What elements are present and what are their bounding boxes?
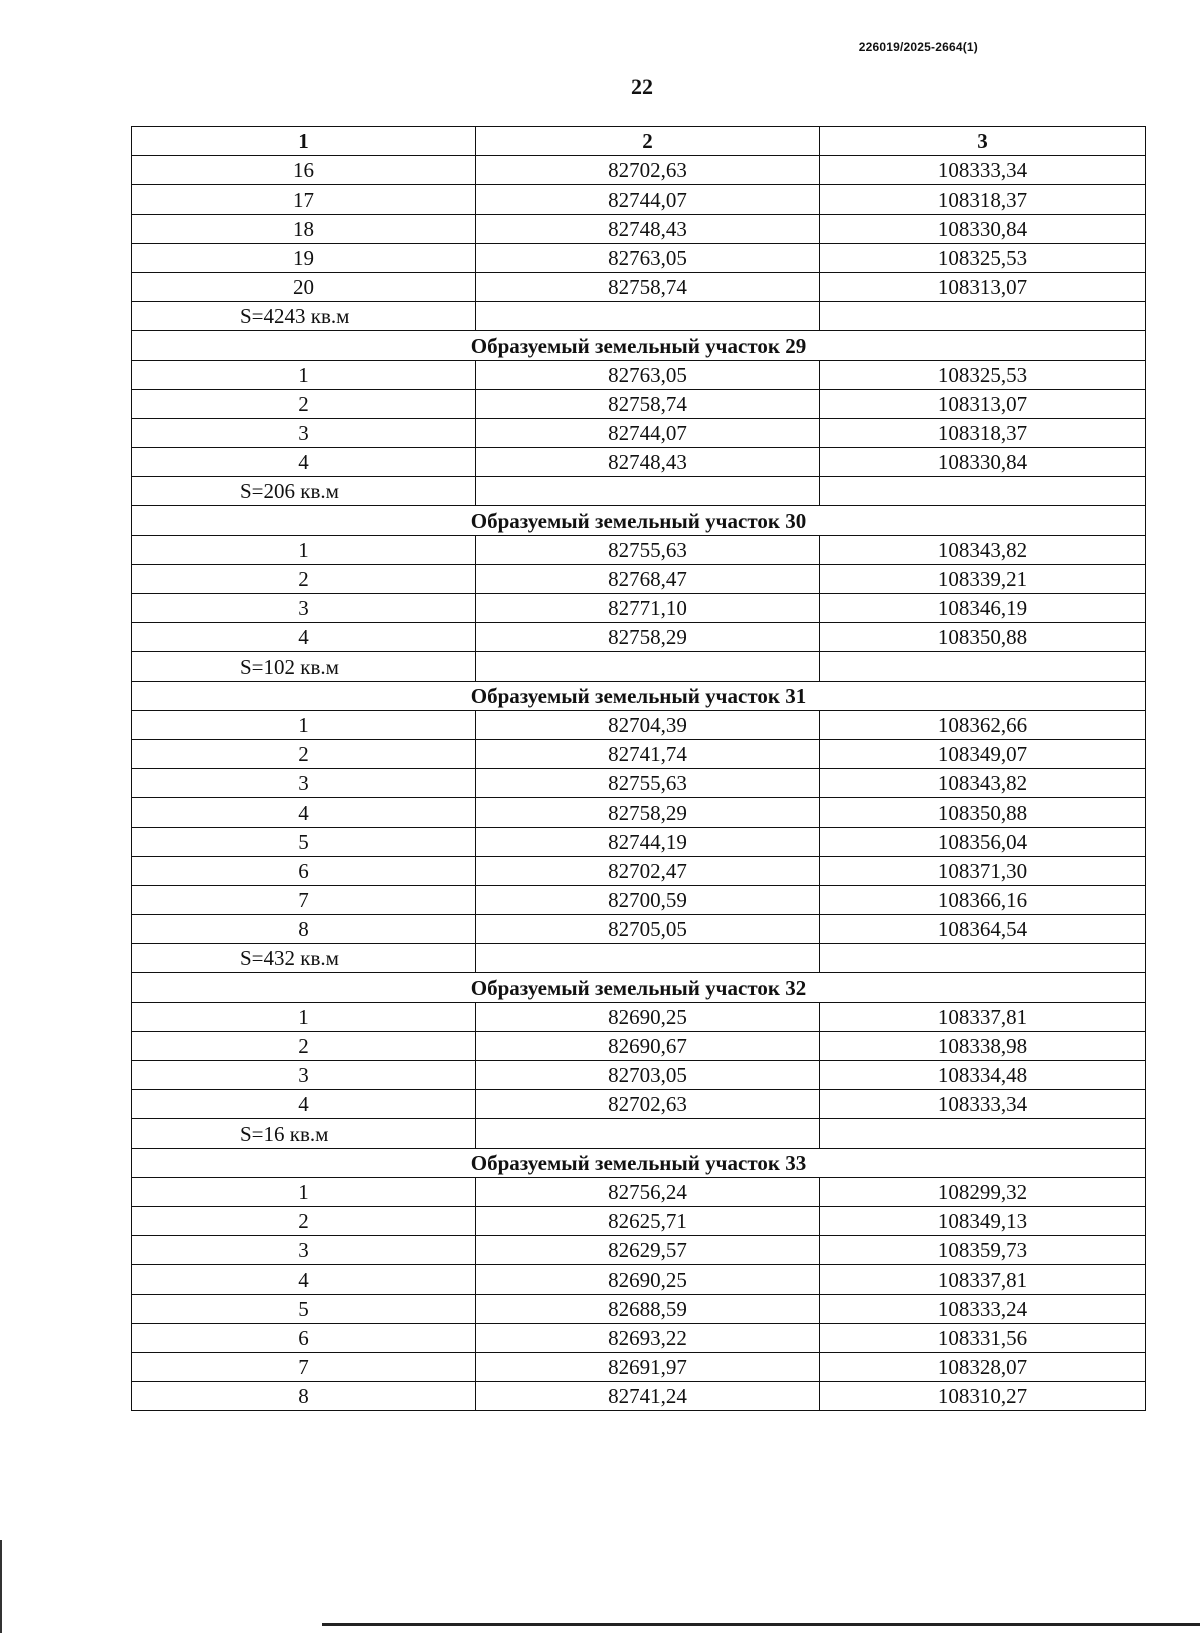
point-number: 8 [132,1382,476,1411]
point-number: 1 [132,360,476,389]
x-coordinate: 82629,57 [476,1236,820,1265]
table-row [132,623,1146,652]
y-coordinate: 108366,16 [820,885,1146,914]
table-row [132,856,1146,885]
point-number: 1 [132,535,476,564]
y-coordinate: 108339,21 [820,564,1146,593]
point-number: 4 [132,798,476,827]
y-coordinate: 108338,98 [820,1031,1146,1060]
table-row [132,214,1146,243]
section-title: Образуемый земельный участок 30 [132,506,1146,535]
y-coordinate: 108330,84 [820,214,1146,243]
x-coordinate: 82690,25 [476,1002,820,1031]
section-title-row [132,681,1146,710]
area-row [132,1119,1146,1148]
section-title: Образуемый земельный участок 29 [132,331,1146,360]
point-number: 18 [132,214,476,243]
y-coordinate: 108346,19 [820,594,1146,623]
table-row [132,1002,1146,1031]
table-row [132,594,1146,623]
y-coordinate: 108371,30 [820,856,1146,885]
area-value: S=102 кв.м [132,652,476,681]
section-title-row [132,973,1146,1002]
x-coordinate: 82744,19 [476,827,820,856]
table-row [132,915,1146,944]
table-row [132,1177,1146,1206]
point-number: 16 [132,156,476,185]
point-number: 3 [132,769,476,798]
area-value: S=206 кв.м [132,477,476,506]
empty-cell [476,1119,820,1148]
x-coordinate: 82748,43 [476,448,820,477]
empty-cell [476,944,820,973]
x-coordinate: 82763,05 [476,360,820,389]
table-row [132,156,1146,185]
point-number: 6 [132,1323,476,1352]
area-row [132,302,1146,331]
y-coordinate: 108313,07 [820,389,1146,418]
column-header-2: 2 [476,127,820,156]
point-number: 8 [132,915,476,944]
point-number: 1 [132,1002,476,1031]
table-row [132,710,1146,739]
y-coordinate: 108310,27 [820,1382,1146,1411]
bottom-scan-rule [322,1623,1200,1626]
point-number: 20 [132,272,476,301]
area-row [132,477,1146,506]
point-number: 19 [132,243,476,272]
y-coordinate: 108343,82 [820,535,1146,564]
point-number: 3 [132,594,476,623]
table-row [132,418,1146,447]
x-coordinate: 82625,71 [476,1206,820,1235]
y-coordinate: 108325,53 [820,243,1146,272]
y-coordinate: 108325,53 [820,360,1146,389]
y-coordinate: 108330,84 [820,448,1146,477]
area-row [132,652,1146,681]
coordinates-table-body [132,127,1146,1411]
x-coordinate: 82744,07 [476,418,820,447]
table-row [132,535,1146,564]
table-row [132,1352,1146,1381]
area-row [132,944,1146,973]
point-number: 2 [132,1031,476,1060]
empty-cell [820,944,1146,973]
x-coordinate: 82755,63 [476,769,820,798]
empty-cell [476,302,820,331]
left-scan-edge [0,1540,2,1633]
table-row [132,769,1146,798]
section-title: Образуемый земельный участок 31 [132,681,1146,710]
y-coordinate: 108364,54 [820,915,1146,944]
empty-cell [820,652,1146,681]
table-row [132,360,1146,389]
point-number: 3 [132,1236,476,1265]
point-number: 4 [132,623,476,652]
empty-cell [476,652,820,681]
y-coordinate: 108337,81 [820,1002,1146,1031]
page-number: 22 [631,74,653,99]
y-coordinate: 108349,13 [820,1206,1146,1235]
x-coordinate: 82741,24 [476,1382,820,1411]
point-number: 2 [132,564,476,593]
x-coordinate: 82702,63 [476,1090,820,1119]
x-coordinate: 82771,10 [476,594,820,623]
section-title-row [132,331,1146,360]
point-number: 1 [132,710,476,739]
point-number: 2 [132,389,476,418]
x-coordinate: 82744,07 [476,185,820,214]
table-row [132,1294,1146,1323]
y-coordinate: 108350,88 [820,623,1146,652]
y-coordinate: 108337,81 [820,1265,1146,1294]
table-row [132,1323,1146,1352]
section-title-row [132,506,1146,535]
point-number: 6 [132,856,476,885]
table-row [132,1265,1146,1294]
section-title-row [132,1148,1146,1177]
y-coordinate: 108350,88 [820,798,1146,827]
point-number: 3 [132,418,476,447]
table-row [132,827,1146,856]
table-row [132,798,1146,827]
table-row [132,564,1146,593]
empty-cell [820,302,1146,331]
coordinates-table [131,126,1146,1411]
table-row [132,1382,1146,1411]
x-coordinate: 82755,63 [476,535,820,564]
table-row [132,1061,1146,1090]
y-coordinate: 108343,82 [820,769,1146,798]
x-coordinate: 82703,05 [476,1061,820,1090]
area-value: S=432 кв.м [132,944,476,973]
x-coordinate: 82688,59 [476,1294,820,1323]
x-coordinate: 82705,05 [476,915,820,944]
point-number: 7 [132,885,476,914]
section-title: Образуемый земельный участок 33 [132,1148,1146,1177]
point-number: 5 [132,827,476,856]
point-number: 5 [132,1294,476,1323]
x-coordinate: 82758,29 [476,798,820,827]
x-coordinate: 82702,47 [476,856,820,885]
y-coordinate: 108328,07 [820,1352,1146,1381]
y-coordinate: 108356,04 [820,827,1146,856]
x-coordinate: 82690,25 [476,1265,820,1294]
y-coordinate: 108349,07 [820,739,1146,768]
y-coordinate: 108333,24 [820,1294,1146,1323]
empty-cell [820,1119,1146,1148]
point-number: 2 [132,1206,476,1235]
table-header-row [132,127,1146,156]
y-coordinate: 108318,37 [820,185,1146,214]
y-coordinate: 108334,48 [820,1061,1146,1090]
x-coordinate: 82756,24 [476,1177,820,1206]
y-coordinate: 108313,07 [820,272,1146,301]
section-title: Образуемый земельный участок 32 [132,973,1146,1002]
point-number: 4 [132,1265,476,1294]
empty-cell [820,477,1146,506]
empty-cell [476,477,820,506]
x-coordinate: 82691,97 [476,1352,820,1381]
x-coordinate: 82748,43 [476,214,820,243]
x-coordinate: 82741,74 [476,739,820,768]
table-row [132,1206,1146,1235]
table-row [132,1236,1146,1265]
y-coordinate: 108333,34 [820,1090,1146,1119]
point-number: 4 [132,1090,476,1119]
document-id: 226019/2025-2664(1) [858,40,978,54]
x-coordinate: 82768,47 [476,564,820,593]
area-value: S=16 кв.м [132,1119,476,1148]
point-number: 2 [132,739,476,768]
point-number: 4 [132,448,476,477]
point-number: 17 [132,185,476,214]
x-coordinate: 82700,59 [476,885,820,914]
table-row [132,243,1146,272]
column-header-3: 3 [820,127,1146,156]
point-number: 7 [132,1352,476,1381]
x-coordinate: 82690,67 [476,1031,820,1060]
x-coordinate: 82702,63 [476,156,820,185]
table-row [132,885,1146,914]
point-number: 3 [132,1061,476,1090]
table-row [132,739,1146,768]
y-coordinate: 108333,34 [820,156,1146,185]
table-row [132,1031,1146,1060]
x-coordinate: 82758,29 [476,623,820,652]
x-coordinate: 82693,22 [476,1323,820,1352]
table-row [132,185,1146,214]
x-coordinate: 82704,39 [476,710,820,739]
x-coordinate: 82758,74 [476,389,820,418]
column-header-1: 1 [132,127,476,156]
y-coordinate: 108299,32 [820,1177,1146,1206]
table-row [132,389,1146,418]
y-coordinate: 108362,66 [820,710,1146,739]
area-value: S=4243 кв.м [132,302,476,331]
y-coordinate: 108331,56 [820,1323,1146,1352]
table-row [132,448,1146,477]
y-coordinate: 108318,37 [820,418,1146,447]
table-row [132,272,1146,301]
table-row [132,1090,1146,1119]
x-coordinate: 82763,05 [476,243,820,272]
x-coordinate: 82758,74 [476,272,820,301]
y-coordinate: 108359,73 [820,1236,1146,1265]
point-number: 1 [132,1177,476,1206]
